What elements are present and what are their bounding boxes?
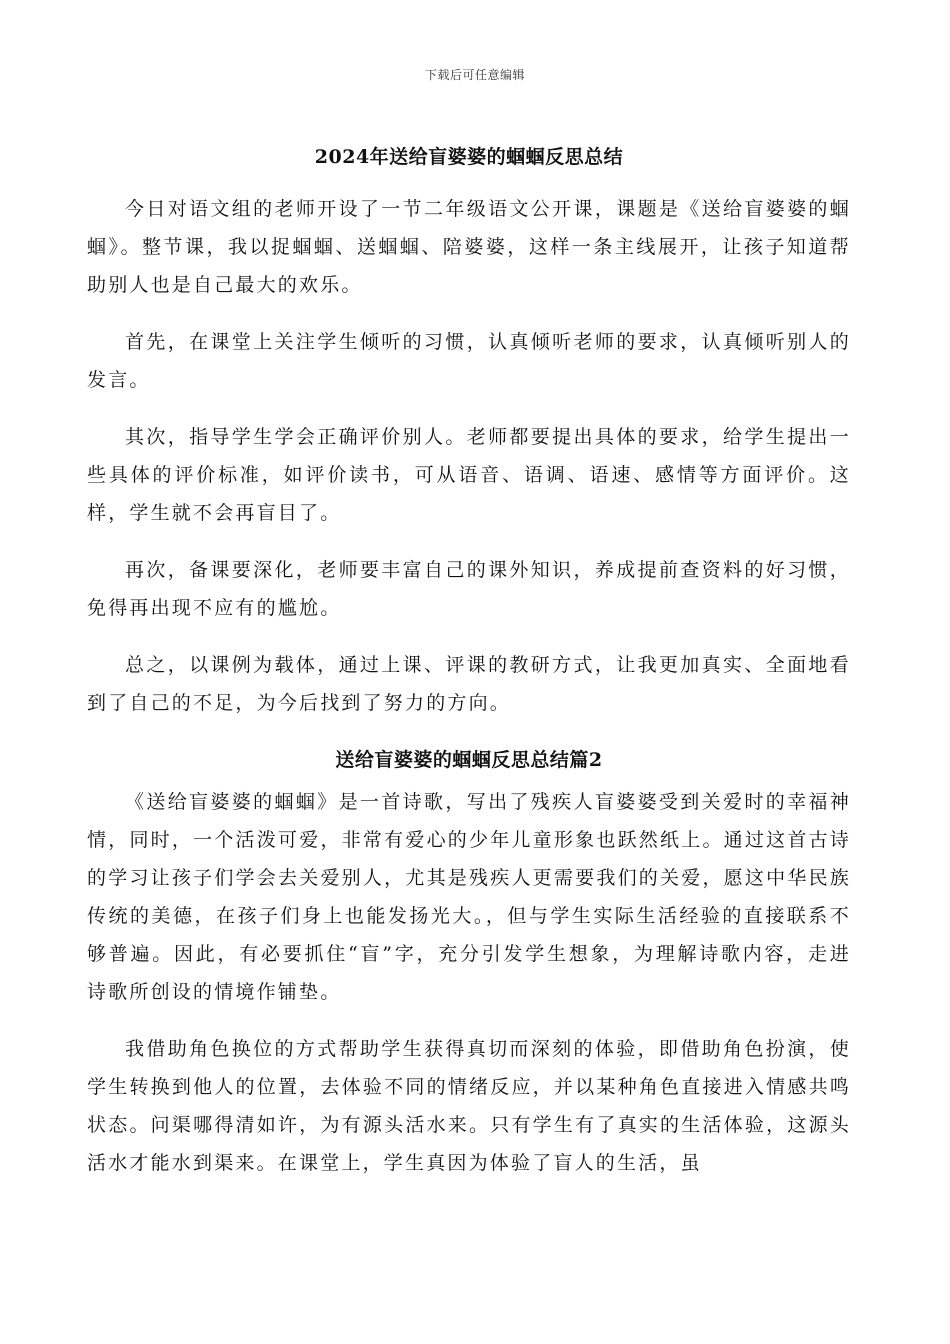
paragraph: 总之，以课例为载体，通过上课、评课的教研方式，让我更加真实、全面地看到了自己的不足，为今后找到了努力的方向。 <box>87 654 851 714</box>
paragraph: 其次，指导学生学会正确评价别人。老师都要提出具体的要求，给学生提出一些具体的评价标准，如评价读书，可从语音、语调、语速、感情等方面评价。这样，学生就不会再盲目了。 <box>87 426 851 524</box>
section-title: 送给盲婆婆的蝈蝈反思总结篇2 <box>335 749 603 771</box>
paragraph: 今日对语文组的老师开设了一节二年级语文公开课，课题是《送给盲婆婆的蝈蝈》。整节课，我以捉蝈蝈、送蝈蝈、陪婆婆，这样一条主线展开，让孩子知道帮助别人也是自己最大的欢乐。 <box>87 198 851 296</box>
paragraph: 再次，备课要深化，老师要丰富自己的课外知识，养成提前查资料的好习惯，免得再出现不应有的尴尬。 <box>87 559 851 619</box>
document-body <box>87 138 851 1201</box>
document-title: 2024年送给盲婆婆的蝈蝈反思总结 <box>314 146 624 168</box>
paragraph: 我借助角色换位的方式帮助学生获得真切而深刻的体验，即借助角色扮演，使学生转换到他人的位置，去体验不同的情绪反应，并以某种角色直接进入情感共鸣状态。问渠哪得清如许，为有源头活水来。只有学生有了真实的生活体验，这源头活水才能水到渠来。在课堂上，学生真因为体验了盲人的生活，虽 <box>87 1038 851 1174</box>
paragraph: 首先，在课堂上关注学生倾听的习惯，认真倾听老师的要求，认真倾听别人的发言。 <box>87 331 851 391</box>
paragraph: 《送给盲婆婆的蝈蝈》是一首诗歌，写出了残疾人盲婆婆受到关爱时的幸福神情，同时，一个活泼可爱，非常有爱心的少年儿童形象也跃然纸上。通过这首古诗的学习让孩子们学会去关爱别人，尤其是残疾人更需要我们的关爱，愿这中华民族传统的美德，在孩子们身上也能发扬光大。，但与学生实际生活经验的直接联系不够普遍。因此，有必要抓住“盲”字，充分引发学生想象，为理解诗歌内容，走进诗歌所创设的情境作铺垫。 <box>87 791 851 1003</box>
header-note: 下载后可任意编辑 <box>424 68 525 82</box>
